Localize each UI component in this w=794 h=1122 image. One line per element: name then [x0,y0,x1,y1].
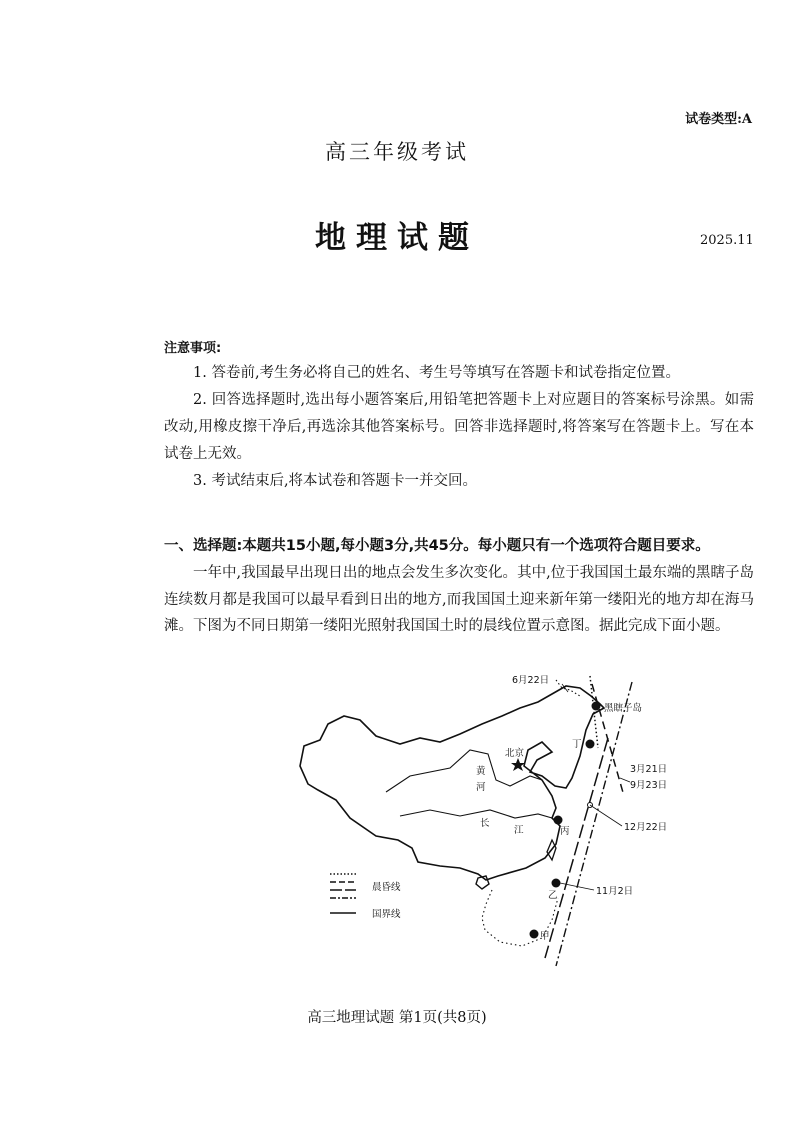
label-bing: 丙 [560,826,570,837]
exam-type-label: 试卷类型:A [685,112,752,127]
question-intro: 一年中,我国最早出现日出的地点会发生多次变化。其中,位于我国国土最东端的黑瞎子岛连续数月都是我国可以最早看到日出的地方,而我国国土迎来新年第一缕阳光的地方却在海马滩。下图为不同日期第一缕阳光照射我国国土时的晨线位置示意图。据此完成下面小题。 [164,565,754,634]
label-yi: 乙 [548,890,558,901]
label-he: 河 [476,782,486,793]
terminator-nov2 [545,738,608,958]
exam-date: 2025.11 [700,233,754,248]
point-bing [554,816,563,825]
page-footer: 高三地理试题 第1页(共8页) [307,1010,487,1026]
label-beijing: 北京 [505,748,525,759]
terminator-map-figure [290,668,730,968]
exam-name: 高三年级考试 [325,140,469,164]
callout-equinox [620,778,630,782]
legend-terminator-label: 晨昏线 [372,882,401,893]
china-mainland-outline [300,686,604,880]
point-heixiazi [592,702,601,711]
callout-dec22 [590,805,622,826]
label-jia: 甲 [540,931,550,942]
terminator-dec22 [556,682,632,966]
label-jiang: 江 [514,825,524,836]
notice-item-2: 2. 回答选择题时,选出每小题答案后,用铅笔把答题卡上对应题目的答案标号涂黑。如需改动,用橡皮擦干净后,再选涂其他答案标号。回答非选择题时,将答案写在答题卡上。写在本试卷上无效。 [164,392,754,462]
notice-title: 注意事项: [164,341,222,356]
beijing-star-icon [511,758,525,771]
label-jun22: 6月22日 [512,675,550,686]
subject-title: 地理试题 [315,220,479,256]
label-huang: 黄 [476,766,486,777]
label-chang: 长 [480,818,490,829]
section-heading: 一、选择题:本题共15小题,每小题3分,共45分。每小题只有一个选项符合题目要求。 [164,538,710,554]
point-yi [552,879,561,888]
point-jia [530,930,539,939]
notice-item-1: 1. 答卷前,考生务必将自己的姓名、考生号等填写在答题卡和试卷指定位置。 [193,365,681,381]
yangtze-river [400,810,552,818]
label-ding: 丁 [572,739,582,750]
legend-border-label: 国界线 [372,909,401,920]
label-nov2: 11月2日 [596,886,634,897]
notice-item-3: 3. 考试结束后,将本试卷和答题卡一并交回。 [193,473,478,489]
label-mar21: 3月21日 [630,764,668,775]
point-ding [586,740,595,749]
label-heixiazi: 黑瞎子岛 [604,703,643,714]
label-sep23: 9月23日 [630,780,668,791]
label-dec22: 12月22日 [624,822,668,833]
